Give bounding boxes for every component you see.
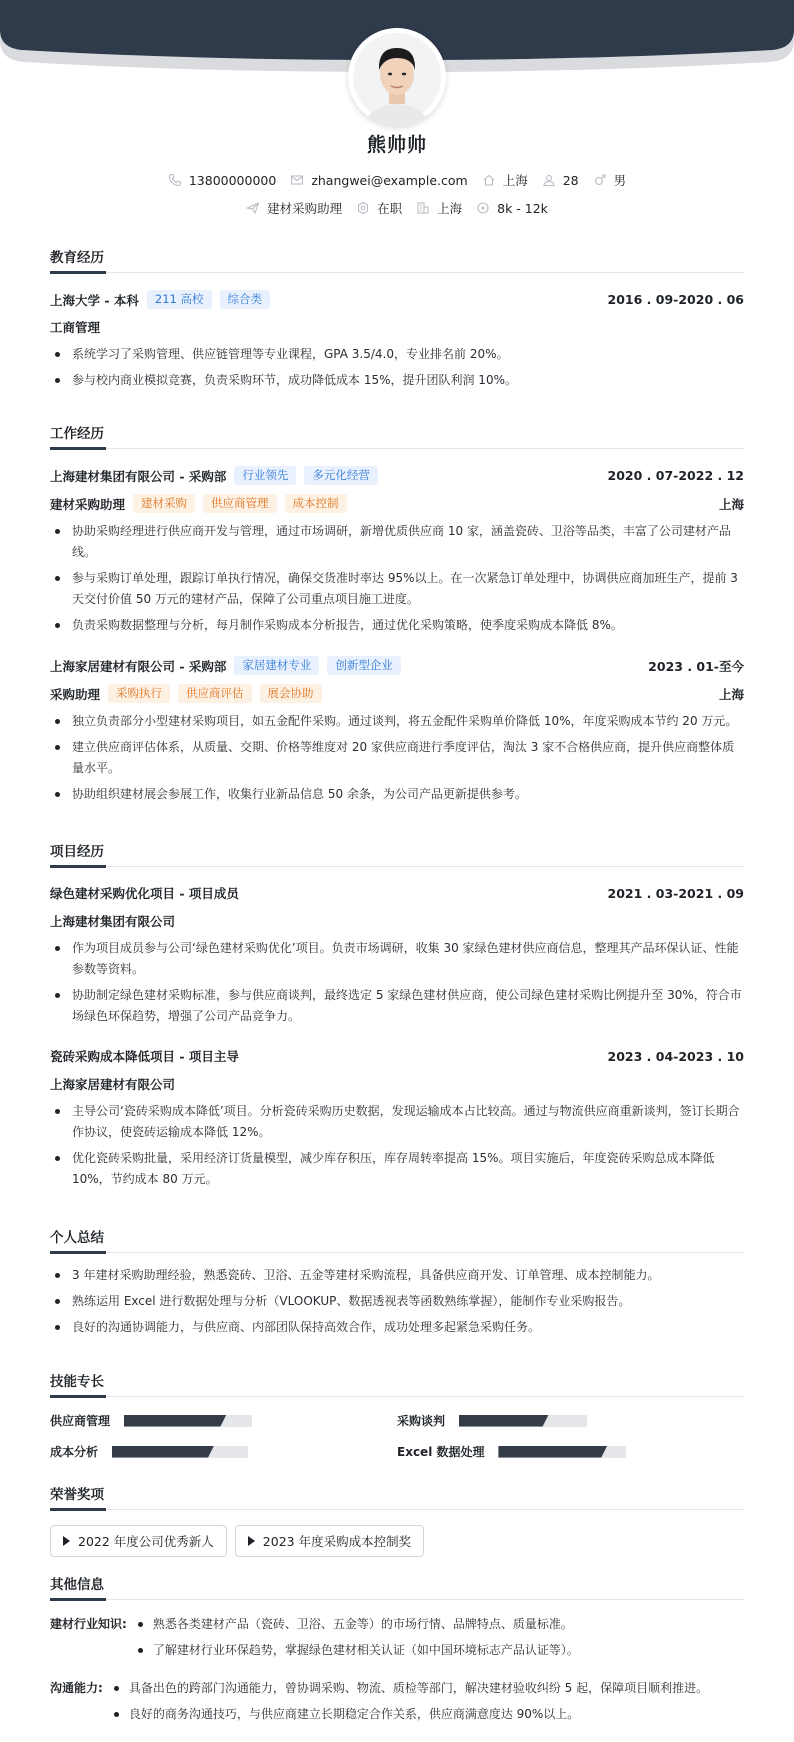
other-group xyxy=(50,1614,744,1661)
education-title: 教育经历 xyxy=(50,246,744,273)
age-text: 28 xyxy=(562,172,579,188)
list-item: 3 年建材采购助理经验，熟悉瓷砖、卫浴、五金等建材采购流程，具备供应商开发、订单管理、成本控制能力。 xyxy=(50,1265,744,1286)
role-tag: 采购执行 xyxy=(108,684,170,703)
coin-icon xyxy=(476,201,490,215)
school-tag: 综合类 xyxy=(220,290,271,309)
project-item xyxy=(50,884,744,1027)
company-tag: 行业领先 xyxy=(234,466,296,485)
skill-bar-fill xyxy=(459,1415,549,1427)
list-item: 建立供应商评估体系，从质量、交期、价格等维度对 20 家供应商进行季度评估，淘汰 3 家不合格供应商，提升供应商整体质量水平。 xyxy=(50,737,744,779)
project-company: 上海家居建材有限公司 xyxy=(50,1077,176,1092)
other-title: 其他信息 xyxy=(50,1573,744,1600)
avatar xyxy=(348,28,446,126)
company-tag: 多元化经营 xyxy=(304,466,378,485)
project-bullets xyxy=(50,1101,744,1190)
role-tag: 成本控制 xyxy=(285,494,347,513)
list-item: 具备出色的跨部门沟通能力，曾协调采购、物流、质检等部门，解决建材验收纠纷 5 起，保障项目顺利推进。 xyxy=(109,1678,708,1699)
building-icon xyxy=(416,201,430,215)
work-date: 2023 . 01-至今 xyxy=(648,658,744,674)
list-item: 独立负责部分小型建材采购项目，如五金配件采购。通过谈判，将五金配件采购单价降低 10%，年度采购成本节约 20 万元。 xyxy=(50,711,744,732)
award-item xyxy=(235,1525,424,1557)
email-text: zhangwei@example.com xyxy=(311,172,468,188)
skill-bar-fill xyxy=(124,1415,226,1427)
other-label: 沟通能力: xyxy=(50,1681,103,1695)
play-icon xyxy=(63,1536,70,1546)
skill-bar xyxy=(498,1446,626,1458)
skill-bar-fill xyxy=(498,1446,607,1458)
list-item: 参与校内商业模拟竞赛，负责采购环节，成功降低成本 15%，提升团队利润 10%。 xyxy=(50,370,744,391)
award-label: 2022 年度公司优秀新人 xyxy=(78,1534,214,1549)
play-icon xyxy=(248,1536,255,1546)
major: 工商管理 xyxy=(50,320,101,335)
home-icon xyxy=(482,173,496,187)
role-name: 建材采购助理 xyxy=(50,496,126,512)
education-section xyxy=(50,246,744,391)
list-item: 良好的商务沟通技巧，与供应商建立长期稳定合作关系，供应商满意度达 90%以上。 xyxy=(109,1704,708,1725)
send-icon xyxy=(246,201,260,215)
work-date: 2020 . 07-2022 . 12 xyxy=(607,468,744,483)
skill-bar xyxy=(124,1415,252,1427)
phone-icon xyxy=(168,173,182,187)
list-item: 熟练运用 Excel 进行数据处理与分析（VLOOKUP、数据透视表等函数熟练掌握），能制作专业采购报告。 xyxy=(50,1291,744,1312)
company-name: 上海建材集团有限公司 - 采购部 xyxy=(50,468,227,484)
skills-section xyxy=(50,1370,744,1460)
list-item: 熟悉各类建材产品（瓷砖、卫浴、五金等）的市场行情、品牌特点、质量标准。 xyxy=(133,1614,579,1635)
work-item xyxy=(50,656,744,805)
project-company: 上海建材集团有限公司 xyxy=(50,914,176,929)
project-item xyxy=(50,1047,744,1190)
award-item xyxy=(50,1525,227,1557)
work-location: 上海 xyxy=(718,496,744,512)
role-tag: 供应商评估 xyxy=(178,684,252,703)
list-item: 优化瓷砖采购批量，采用经济订货量模型，减少库存积压，库存周转率提高 15%。项目实施后，年度瓷砖采购总成本降低 10%，节约成本 80 万元。 xyxy=(50,1148,744,1190)
role-tag: 供应商管理 xyxy=(203,494,277,513)
work-item xyxy=(50,466,744,636)
education-bullets xyxy=(50,344,744,391)
project-name: 绿色建材采购优化项目 - 项目成员 xyxy=(50,886,239,901)
status-icon xyxy=(356,201,370,215)
user-icon xyxy=(542,173,556,187)
gender-icon xyxy=(593,173,607,187)
skill-item xyxy=(50,1443,397,1460)
other-group xyxy=(50,1678,744,1725)
list-item: 协助组织建材展会参展工作，收集行业新品信息 50 余条，为公司产品更新提供参考。 xyxy=(50,784,744,805)
work-bullets xyxy=(50,711,744,805)
project-header xyxy=(50,1047,744,1065)
skill-name: Excel 数据处理 xyxy=(397,1445,485,1459)
gender-item xyxy=(593,171,627,189)
skill-item xyxy=(50,1412,397,1429)
school-tag: 211 高校 xyxy=(147,290,212,309)
contact-row xyxy=(0,171,794,189)
gender-text: 男 xyxy=(613,173,627,188)
project-date: 2023 . 04-2023 . 10 xyxy=(607,1048,744,1064)
skill-bar-fill xyxy=(112,1446,214,1458)
project-bullets xyxy=(50,938,744,1027)
skill-item xyxy=(397,1443,744,1460)
work-header xyxy=(50,656,744,675)
job-target-text: 建材采购助理 xyxy=(267,201,343,216)
candidate-name: 熊帅帅 xyxy=(366,134,427,156)
target-city-item xyxy=(416,199,462,217)
company-name: 上海家居建材有限公司 - 采购部 xyxy=(50,658,227,674)
other-label: 建材行业知识: xyxy=(50,1617,127,1631)
list-item: 主导公司‘瓷砖采购成本降低’项目。分析瓷砖采购历史数据，发现运输成本占比较高。通过与物流供应商重新谈判，签订长期合作协议，使瓷砖运输成本降低 12%。 xyxy=(50,1101,744,1143)
skills-title: 技能专长 xyxy=(50,1370,744,1397)
work-bullets xyxy=(50,521,744,636)
work-section xyxy=(50,422,744,805)
skill-name: 供应商管理 xyxy=(50,1414,111,1428)
awards-section xyxy=(50,1483,744,1557)
education-date: 2016 . 09-2020 . 06 xyxy=(607,292,744,307)
role-row xyxy=(50,494,744,513)
phone-item xyxy=(168,173,276,188)
project-date: 2021 . 03-2021 . 09 xyxy=(607,885,744,901)
list-item: 了解建材行业环保趋势，掌握绿色建材相关认证（如中国环境标志产品认证等）。 xyxy=(133,1640,579,1661)
target-city-text: 上海 xyxy=(437,201,463,216)
list-item: 参与采购订单处理，跟踪订单执行情况，确保交货准时率达 95%以上。在一次紧急订单处理中，协调供应商加班生产，提前 3 天交付价值 50 万元的建材产品，保障了公司重点项目施工进度。 xyxy=(50,568,744,610)
list-item: 良好的沟通协调能力，与供应商、内部团队保持高效合作，成功处理多起紧急采购任务。 xyxy=(50,1317,744,1338)
city-item xyxy=(482,171,528,189)
role-tag: 建材采购 xyxy=(133,494,195,513)
project-name: 瓷砖采购成本降低项目 - 项目主导 xyxy=(50,1049,239,1064)
list-item: 系统学习了采购管理、供应链管理等专业课程，GPA 3.5/4.0，专业排名前 20%。 xyxy=(50,344,744,365)
role-name: 采购助理 xyxy=(50,686,101,702)
email-item xyxy=(290,173,467,188)
list-item: 负责采购数据整理与分析，每月制作采购成本分析报告，通过优化采购策略，使季度采购成本降低 8%。 xyxy=(50,615,744,636)
awards-list xyxy=(50,1525,744,1557)
city-text: 上海 xyxy=(502,173,528,188)
education-header xyxy=(50,290,744,309)
phone-text: 13800000000 xyxy=(188,172,277,188)
company-tag: 创新型企业 xyxy=(327,656,401,675)
summary-bullets xyxy=(50,1265,744,1338)
age-item xyxy=(542,173,579,188)
skill-item xyxy=(397,1412,744,1429)
other-bullets xyxy=(133,1614,579,1661)
list-item: 作为项目成员参与公司‘绿色建材采购优化’项目。负责市场调研，收集 30 家绿色建材供应商信息，整理其产品环保认证、性能参数等资料。 xyxy=(50,938,744,980)
company-tag: 家居建材专业 xyxy=(234,656,319,675)
work-location: 上海 xyxy=(718,686,744,702)
summary-section xyxy=(50,1226,744,1338)
status-item xyxy=(356,199,402,217)
skill-bar xyxy=(459,1415,587,1427)
skills-grid xyxy=(50,1412,744,1460)
projects-title: 项目经历 xyxy=(50,840,744,867)
other-bullets xyxy=(109,1678,708,1725)
list-item: 协助采购经理进行供应商开发与管理，通过市场调研，新增优质供应商 10 家，涵盖瓷砖、卫浴等品类，丰富了公司建材产品线。 xyxy=(50,521,744,563)
other-section xyxy=(50,1573,744,1725)
school-name: 上海大学 - 本科 xyxy=(50,292,139,308)
salary-text: 8k - 12k xyxy=(497,200,548,216)
job-target-item xyxy=(246,199,342,217)
project-header xyxy=(50,884,744,902)
awards-title: 荣誉奖项 xyxy=(50,1483,744,1510)
role-tag: 展会协助 xyxy=(260,684,322,703)
work-title: 工作经历 xyxy=(50,422,744,449)
summary-title: 个人总结 xyxy=(50,1226,744,1253)
award-label: 2023 年度采购成本控制奖 xyxy=(262,1534,412,1549)
projects-section xyxy=(50,840,744,1190)
salary-item xyxy=(476,201,548,216)
role-row xyxy=(50,684,744,703)
list-item: 协助制定绿色建材采购标准，参与供应商谈判，最终选定 5 家绿色建材供应商，使公司绿色建材采购比例提升至 30%，符合市场绿色环保趋势，增强了公司产品竞争力。 xyxy=(50,985,744,1027)
skill-name: 成本分析 xyxy=(50,1445,99,1459)
skill-bar xyxy=(112,1446,248,1458)
work-header xyxy=(50,466,744,485)
job-intent-row xyxy=(0,199,794,217)
status-text: 在职 xyxy=(377,201,403,216)
mail-icon xyxy=(290,173,304,187)
skill-name: 采购谈判 xyxy=(397,1414,446,1428)
